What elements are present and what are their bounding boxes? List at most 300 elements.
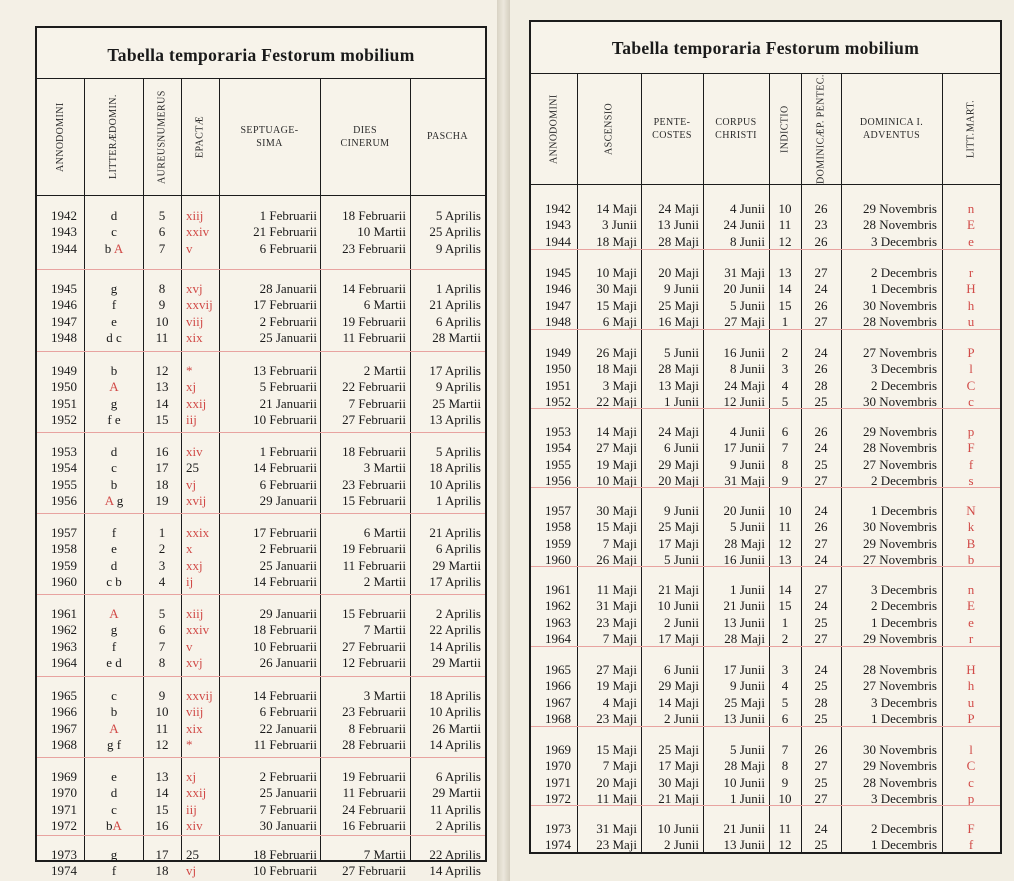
- table-cell: 9 Aprilis: [435, 379, 481, 395]
- table-cell: 1964: [545, 630, 571, 646]
- table-cell: 3 Martii: [363, 460, 406, 476]
- table-cell: 10 Junii: [657, 598, 699, 614]
- table-cell: 1: [781, 313, 789, 329]
- header-aureus-numerus: [143, 79, 181, 195]
- table-cell: xix: [186, 720, 203, 736]
- table-cell: 1965: [51, 688, 77, 703]
- header-dominicae-line1: DOMINICÆ: [815, 127, 827, 184]
- table-cell: 27 Maji: [724, 313, 765, 329]
- table-cell: 23 Maji: [596, 837, 637, 853]
- table-row: [37, 639, 485, 655]
- table-row: [37, 281, 485, 297]
- table-cell: 27 Maji: [596, 662, 637, 677]
- table-cell: C: [966, 377, 976, 393]
- header-dominica-adventus: [841, 74, 942, 184]
- table-cell: 29 Novembris: [862, 201, 937, 216]
- header-corpus-christi: [703, 74, 769, 184]
- header-anno-line1: ANNO: [54, 141, 66, 173]
- header-indictio: INDICTIO: [779, 105, 791, 153]
- table-cell: 27 Februarii: [342, 638, 406, 654]
- table-cell: 7: [781, 440, 789, 456]
- table-cell: x: [186, 541, 193, 557]
- group-separator: [37, 757, 485, 758]
- table-cell: 1947: [545, 297, 571, 313]
- table-cell: f: [111, 863, 117, 879]
- table-cell: 20 Junii: [723, 503, 765, 518]
- group-separator: [37, 676, 485, 677]
- table-cell: 28 Maji: [724, 535, 765, 551]
- table-cell: g f: [106, 736, 122, 752]
- table-cell: 10 Martii: [357, 224, 406, 240]
- table-row: [37, 477, 485, 493]
- table-cell: 7 Martii: [363, 622, 406, 638]
- table-cell: 1 Aprilis: [435, 492, 481, 508]
- table-cell: 1969: [51, 769, 77, 784]
- table-cell: 11: [778, 821, 792, 836]
- table-row: [531, 615, 1000, 631]
- table-row: [37, 818, 485, 834]
- table-cell: 1942: [545, 201, 571, 216]
- table-cell: 14 Aprilis: [429, 638, 481, 654]
- table-cell: 11 Februarii: [342, 329, 406, 345]
- header-aureus-line2: NUMERUS: [156, 89, 168, 142]
- table-cell: 23 Maji: [596, 614, 637, 630]
- table-cell: 10 Februarii: [253, 411, 317, 427]
- table-cell: 14 Maji: [596, 201, 637, 216]
- table-cell: 20 Maji: [658, 472, 699, 488]
- table-cell: 2 Martii: [363, 363, 406, 378]
- table-cell: 17 Februarii: [253, 297, 317, 313]
- table-cell: 28: [814, 377, 828, 393]
- table-row: [531, 314, 1000, 330]
- table-cell: 14 Maji: [596, 424, 637, 439]
- table-cell: d: [110, 785, 118, 801]
- table-cell: 15: [778, 297, 792, 313]
- group-separator: [531, 566, 1000, 567]
- table-cell: 1974: [51, 863, 77, 879]
- header-dominicae-line2: P. PENTEC.: [815, 74, 827, 128]
- table-cell: f: [111, 525, 117, 540]
- table-cell: 27: [814, 535, 828, 551]
- table-cell: g: [110, 395, 118, 411]
- table-cell: g: [110, 281, 118, 296]
- table-cell: 29 Martii: [432, 557, 481, 573]
- table-row: [531, 503, 1000, 519]
- table-cell: E: [967, 598, 975, 614]
- table-cell: 4: [781, 377, 789, 393]
- table-cell: 26: [814, 424, 828, 439]
- table-cell: 21 Junii: [723, 821, 765, 836]
- table-cell: 10 Maji: [596, 265, 637, 280]
- table-cell: 1966: [51, 704, 77, 720]
- table-cell: xxix: [186, 525, 210, 540]
- table-cell: 15 Maji: [596, 742, 637, 757]
- table-cell: F: [967, 821, 975, 836]
- table-row: [531, 281, 1000, 297]
- group-separator: [37, 594, 485, 595]
- table-cell: 16 Junii: [723, 551, 765, 567]
- table-cell: 11: [778, 519, 792, 535]
- table-cell: xvj: [186, 654, 203, 670]
- table-cell: b: [967, 551, 975, 567]
- table-cell: viij: [186, 704, 204, 720]
- table-cell: 27 Februarii: [342, 863, 406, 879]
- table-cell: 10: [778, 503, 792, 518]
- table-cell: 26: [814, 201, 828, 216]
- table-cell: 23 Februarii: [342, 476, 406, 492]
- table-cell: 25 Martii: [432, 395, 481, 411]
- table-cell: 5 Aprilis: [435, 208, 481, 223]
- table-cell: 12: [778, 535, 792, 551]
- table-cell: 1944: [51, 240, 77, 256]
- table-cell: 4: [158, 573, 166, 589]
- table-cell: 6: [781, 710, 789, 726]
- table-cell: 3 Junii: [601, 217, 637, 233]
- table-row: [531, 837, 1000, 853]
- table-cell: 14 Februarii: [253, 573, 317, 589]
- table-cell: 8 Junii: [729, 361, 765, 377]
- table-cell: 14 Februarii: [253, 688, 317, 703]
- table-cell: A g: [104, 492, 124, 508]
- table-cell: 19 Februarii: [342, 541, 406, 557]
- table-cell: 15: [778, 598, 792, 614]
- table-row: [37, 688, 485, 704]
- table-row: [531, 361, 1000, 377]
- table-cell: 1 Junii: [729, 790, 765, 806]
- table-cell: 1956: [51, 492, 77, 508]
- table-cell: 10 Aprilis: [429, 704, 481, 720]
- table-cell: 17 Maji: [658, 758, 699, 774]
- table-cell: 1963: [545, 614, 571, 630]
- table-cell: 1961: [51, 606, 77, 621]
- table-cell: E: [967, 217, 975, 233]
- table-cell: f e: [107, 411, 121, 427]
- table-row: [37, 224, 485, 240]
- table-cell: 1951: [51, 395, 77, 411]
- table-cell: 11 Aprilis: [429, 801, 481, 817]
- table-cell: 10: [778, 790, 792, 806]
- table-cell: 24 Februarii: [342, 801, 406, 817]
- header-corpus-line1: CORPUS: [715, 116, 757, 128]
- table-cell: 27 Novembris: [862, 551, 937, 567]
- table-cell: e: [111, 541, 117, 557]
- table-cell: 15 Februarii: [342, 606, 406, 621]
- table-cell: 28 Maji: [658, 233, 699, 249]
- table-cell: 27: [814, 758, 828, 774]
- table-cell: 19: [155, 492, 169, 508]
- table-cell: 27: [814, 630, 828, 646]
- table-cell: 21 Aprilis: [429, 297, 481, 313]
- table-cell: e: [968, 233, 974, 249]
- table-cell: 10 Junii: [723, 774, 765, 790]
- table-cell: b: [110, 704, 118, 720]
- book-gutter: [497, 0, 510, 881]
- table-cell: 12 Februarii: [342, 654, 406, 670]
- table-cell: 1968: [545, 710, 571, 726]
- table-cell: 2 Martii: [363, 573, 406, 589]
- table-cell: 1951: [545, 377, 571, 393]
- table-cell: vj: [186, 863, 197, 879]
- table-cell: c: [111, 460, 117, 476]
- table-row: [37, 655, 485, 671]
- table-cell: xvj: [186, 281, 203, 296]
- table-cell: 28 Januarii: [259, 281, 317, 296]
- table-cell: 31 Maji: [596, 598, 637, 614]
- table-cell: 25: [814, 456, 828, 472]
- table-cell: 26 Martii: [432, 720, 481, 736]
- table-cell: 15 Maji: [596, 297, 637, 313]
- header-litterae-martyrologii: [942, 74, 1000, 184]
- table-cell: 5 Junii: [663, 551, 699, 567]
- header-anno-line1: ANNO: [548, 133, 560, 165]
- table-cell: 17 Maji: [658, 630, 699, 646]
- table-cell: A: [109, 379, 119, 395]
- table-cell: 1958: [51, 541, 77, 557]
- table-cell: 1 Februarii: [259, 444, 317, 459]
- table-cell: 24: [814, 662, 828, 677]
- table-cell: 9: [158, 297, 166, 313]
- table-cell: 5 Junii: [663, 345, 699, 360]
- table-cell: ij: [186, 573, 194, 589]
- table-cell: 1969: [545, 742, 571, 757]
- table-cell: 11 Februarii: [253, 736, 317, 752]
- table-cell: 22 Aprilis: [429, 622, 481, 638]
- table-cell: 17: [155, 847, 169, 862]
- header-cinerum-line1: DIES: [353, 124, 377, 136]
- table-cell: 25 Maji: [658, 297, 699, 313]
- table-cell: 6 Februarii: [259, 240, 317, 256]
- table-cell: 4: [781, 678, 789, 694]
- header-anno-domini: [531, 74, 577, 184]
- table-cell: 1962: [51, 622, 77, 638]
- table-cell: p: [967, 790, 975, 806]
- table-cell: 25 Januarii: [259, 785, 317, 801]
- table-cell: 14: [778, 281, 792, 297]
- table-cell: 1: [158, 525, 166, 540]
- table-cell: 29 Martii: [432, 654, 481, 670]
- table-cell: 12: [778, 837, 792, 853]
- table-cell: u: [967, 694, 975, 710]
- table-cell: 22 Maji: [596, 393, 637, 409]
- table-cell: 28: [814, 694, 828, 710]
- table-cell: c: [111, 801, 117, 817]
- table-cell: B: [966, 535, 976, 551]
- table-cell: 6 Martii: [363, 297, 406, 313]
- table-cell: 9: [781, 774, 789, 790]
- table-cell: 8: [781, 758, 789, 774]
- left-table-header: [37, 79, 485, 196]
- table-cell: 1952: [545, 393, 571, 409]
- table-row: [37, 444, 485, 460]
- table-cell: 2: [781, 345, 789, 360]
- table-cell: A: [109, 606, 119, 621]
- table-cell: 1973: [545, 821, 571, 836]
- table-cell: 24 Maji: [724, 377, 765, 393]
- table-cell: 1952: [51, 411, 77, 427]
- table-cell: 1962: [545, 598, 571, 614]
- group-separator: [37, 269, 485, 270]
- table-cell: 29 Maji: [658, 678, 699, 694]
- table-cell: p: [967, 424, 975, 439]
- table-cell: 26: [814, 519, 828, 535]
- table-cell: 18 Februarii: [253, 847, 317, 862]
- table-cell: 25 Januarii: [259, 329, 317, 345]
- table-cell: 1 Decembris: [870, 710, 937, 726]
- table-cell: 20 Maji: [658, 265, 699, 280]
- table-cell: 1967: [51, 720, 77, 736]
- table-cell: 14: [155, 395, 169, 411]
- table-cell: c b: [106, 573, 122, 589]
- table-cell: d c: [106, 329, 122, 345]
- table-cell: 14 Maji: [658, 694, 699, 710]
- table-cell: 10 Aprilis: [429, 476, 481, 492]
- table-cell: 1946: [545, 281, 571, 297]
- table-row: [37, 785, 485, 801]
- group-separator: [531, 646, 1000, 647]
- table-cell: 9 Junii: [729, 678, 765, 694]
- header-pentecostes-line1: PENTE-: [653, 116, 691, 128]
- table-cell: 26 Januarii: [259, 654, 317, 670]
- table-cell: 3 Martii: [363, 688, 406, 703]
- table-cell: 1974: [545, 837, 571, 853]
- table-cell: 26: [814, 297, 828, 313]
- table-cell: n: [967, 201, 975, 216]
- table-cell: c: [111, 688, 117, 703]
- table-cell: 20 Maji: [596, 774, 637, 790]
- table-cell: c: [968, 774, 974, 790]
- table-cell: 14 Aprilis: [429, 736, 481, 752]
- table-cell: 3 Decembris: [870, 233, 937, 249]
- table-cell: f: [968, 837, 974, 853]
- group-separator: [37, 432, 485, 433]
- table-cell: 12: [155, 363, 169, 378]
- table-cell: 7 Maji: [602, 535, 637, 551]
- table-cell: 28 Novembris: [862, 313, 937, 329]
- table-cell: 25: [814, 678, 828, 694]
- table-cell: 1972: [51, 817, 77, 833]
- header-septuagesima-line2: SIMA: [256, 138, 283, 149]
- table-cell: 11: [155, 720, 169, 736]
- table-cell: 18 Februarii: [342, 208, 406, 223]
- header-anno-line2: DOMINI: [548, 93, 560, 134]
- table-cell: 22 Februarii: [342, 379, 406, 395]
- table-cell: 23 Februarii: [342, 704, 406, 720]
- table-cell: 1973: [51, 847, 77, 862]
- table-cell: 2 Decembris: [870, 472, 937, 488]
- table-cell: 17 Junii: [723, 440, 765, 456]
- table-cell: 24: [814, 281, 828, 297]
- table-cell: 28 Maji: [724, 758, 765, 774]
- table-row: [37, 606, 485, 622]
- header-adventus-line2: ADVENTUS: [862, 130, 921, 141]
- table-cell: 9 Junii: [729, 456, 765, 472]
- table-cell: 18 Maji: [596, 233, 637, 249]
- table-cell: 7: [158, 638, 166, 654]
- table-cell: 6 Maji: [602, 313, 637, 329]
- table-cell: 24: [814, 440, 828, 456]
- table-cell: 6: [158, 622, 166, 638]
- header-corpus-line2: CHRISTI: [715, 130, 757, 141]
- table-cell: k: [967, 519, 975, 535]
- table-row: [37, 363, 485, 379]
- table-row: [37, 721, 485, 737]
- table-cell: 7 Maji: [602, 630, 637, 646]
- table-cell: 23 Maji: [596, 710, 637, 726]
- table-cell: 21 Aprilis: [429, 525, 481, 540]
- table-cell: r: [968, 630, 974, 646]
- table-cell: 25: [814, 774, 828, 790]
- table-cell: 25 Maji: [658, 519, 699, 535]
- table-cell: 19 Februarii: [342, 313, 406, 329]
- table-row: [531, 536, 1000, 552]
- table-cell: 5 Aprilis: [435, 444, 481, 459]
- table-cell: 8: [158, 281, 166, 296]
- table-cell: 27: [814, 790, 828, 806]
- table-cell: H: [966, 662, 976, 677]
- table-row: [37, 208, 485, 224]
- table-cell: 1957: [545, 503, 571, 518]
- table-cell: 18: [155, 476, 169, 492]
- table-cell: xxij: [186, 395, 207, 411]
- table-cell: 25 Maji: [658, 742, 699, 757]
- table-cell: 1: [781, 614, 789, 630]
- table-cell: 25: [814, 710, 828, 726]
- table-row: [531, 440, 1000, 456]
- table-cell: 24: [814, 503, 828, 518]
- table-cell: e: [111, 313, 117, 329]
- table-cell: 5 Junii: [729, 297, 765, 313]
- left-table: [35, 26, 487, 879]
- table-cell: 1947: [51, 313, 77, 329]
- table-cell: 3 Decembris: [870, 790, 937, 806]
- table-cell: 1943: [545, 217, 571, 233]
- table-row: [531, 201, 1000, 217]
- table-cell: 16 Junii: [723, 345, 765, 360]
- table-cell: 10: [155, 704, 169, 720]
- header-litt-line2: MART.: [965, 100, 977, 133]
- table-cell: f: [111, 638, 117, 654]
- table-cell: 1970: [51, 785, 77, 801]
- table-cell: 2 Junii: [663, 710, 699, 726]
- table-cell: 3: [781, 662, 789, 677]
- table-cell: xxj: [186, 557, 203, 573]
- table-cell: 1 Junii: [663, 393, 699, 409]
- table-cell: 30 Januarii: [259, 817, 317, 833]
- table-cell: vj: [186, 476, 197, 492]
- table-cell: 28 Maji: [724, 630, 765, 646]
- table-cell: 1955: [51, 476, 77, 492]
- header-litterae-line1: LITTERÆ: [107, 133, 119, 180]
- table-cell: 13: [155, 769, 169, 784]
- table-cell: u: [967, 313, 975, 329]
- table-cell: 20 Junii: [723, 281, 765, 297]
- table-row: [531, 457, 1000, 473]
- table-cell: 1959: [51, 557, 77, 573]
- table-cell: 15: [155, 801, 169, 817]
- table-cell: 3: [158, 557, 166, 573]
- table-cell: 24: [814, 598, 828, 614]
- table-row: [531, 775, 1000, 791]
- table-cell: c: [968, 393, 974, 409]
- table-row: [37, 737, 485, 753]
- left-table-title: Tabella temporaria Festorum mobilium: [37, 28, 485, 79]
- table-cell: xxvij: [186, 297, 213, 313]
- table-cell: 29 Novembris: [862, 630, 937, 646]
- table-cell: 1949: [51, 363, 77, 378]
- table-row: [37, 769, 485, 785]
- table-cell: 1 Aprilis: [435, 281, 481, 296]
- table-row: [37, 525, 485, 541]
